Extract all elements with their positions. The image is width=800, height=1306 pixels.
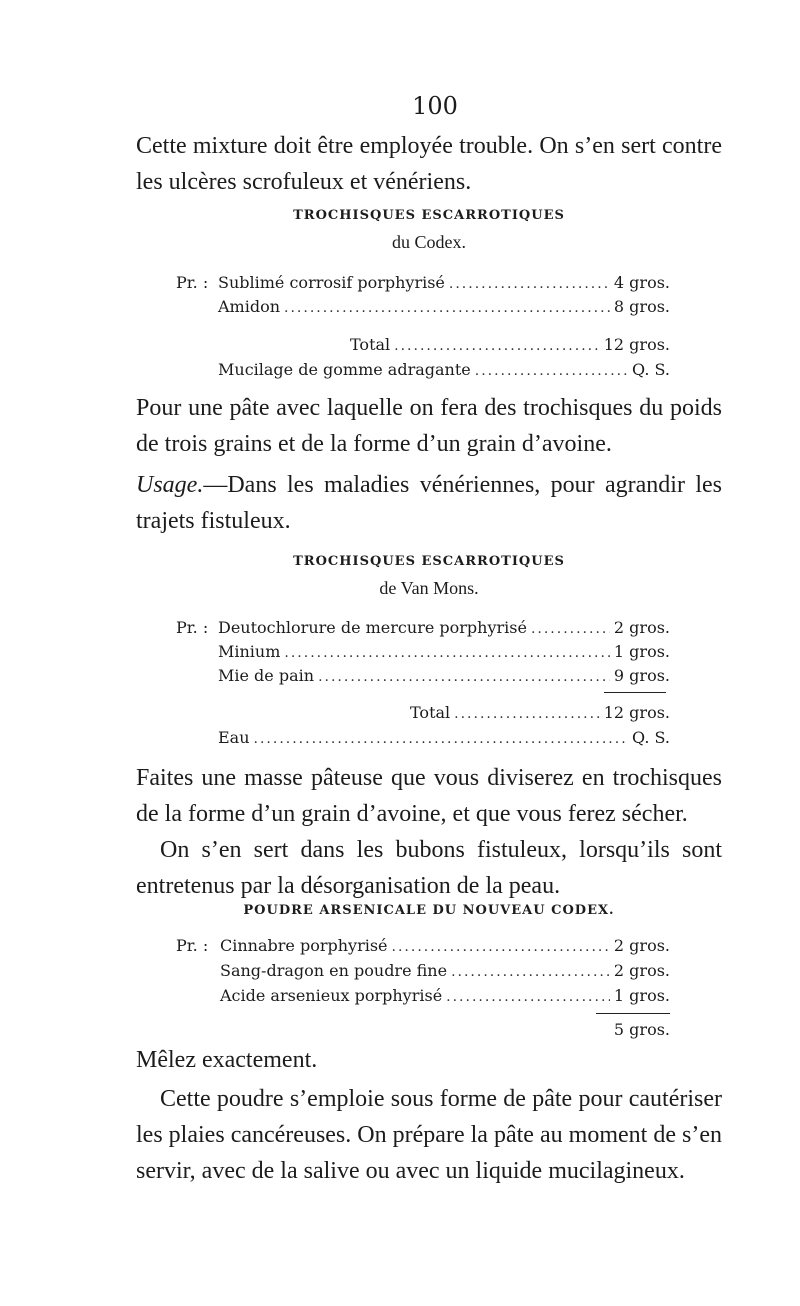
recipe1-title: TROCHISQUES ESCARROTIQUES <box>293 208 565 223</box>
item-qty: 2 gros. <box>613 618 670 637</box>
leader-dots <box>284 645 610 661</box>
total-label: Total <box>350 335 391 354</box>
item-name: Mucilage de gomme adragante <box>218 360 471 379</box>
paragraph-usage <box>136 467 722 539</box>
recipe2-item <box>218 618 670 637</box>
item-qty: 1 gros. <box>613 986 670 1005</box>
item-qty: Q. S. <box>632 728 670 747</box>
paragraph-bubons: On s’en sert dans les bubons fistuleux, lorsqu’ils sont entretenus par la désorganisation de la peau. <box>136 837 722 899</box>
leader-dots <box>454 706 600 722</box>
recipe1-subtitle: du Codex. <box>392 232 466 252</box>
recipe3-pr-label: Pr. : <box>176 936 209 955</box>
paragraph-paste: Pour une pâte avec laquelle on fera des trochisques du poids de trois grains et de la forme d’un grain d’avoine. <box>136 395 722 457</box>
item-name: Sublimé corrosif porphyrisé <box>218 273 445 292</box>
recipe2-subtitle: de Van Mons. <box>379 578 479 598</box>
leader-dots <box>475 363 628 379</box>
recipe3-item <box>220 936 670 955</box>
paragraph-mixture: Cette mixture doit être employée trouble. On s’en sert contre les ulcères scrofuleux et vénériens. <box>136 133 722 195</box>
leader-dots <box>284 300 610 316</box>
total-qty: 12 gros. <box>603 335 670 354</box>
item-qty: 8 gros. <box>613 297 670 316</box>
recipe2-extra <box>218 728 670 747</box>
recipe1-extra <box>218 360 670 379</box>
recipe1-item <box>218 273 670 292</box>
item-qty: 2 gros. <box>613 961 670 980</box>
leader-dots <box>531 621 610 637</box>
item-qty: 9 gros. <box>613 666 670 685</box>
usage-label: Usage. <box>136 472 204 498</box>
item-qty: 4 gros. <box>613 273 670 292</box>
sum-rule <box>604 692 666 693</box>
total-label: Total <box>410 703 451 722</box>
item-qty: 1 gros. <box>613 642 670 661</box>
recipe1-item <box>218 297 670 316</box>
recipe3-total <box>596 1020 670 1039</box>
item-name: Cinnabre porphyrisé <box>220 936 388 955</box>
leader-dots <box>394 338 600 354</box>
recipe3-title: POUDRE ARSENICALE DU NOUVEAU CODEX. <box>243 903 615 918</box>
paragraph-poudre: Cette poudre s’emploie sous forme de pâte pour cautériser les plaies cancéreuses. On prépare la pâte au moment de s’en servir, avec de la salive ou avec un liquide mucilagineux. <box>136 1086 722 1184</box>
usage-text: —Dans les maladies vénériennes, pour agrandir les trajets fistuleux. <box>136 472 722 534</box>
leader-dots <box>446 989 610 1005</box>
leader-dots <box>318 669 610 685</box>
item-qty: 2 gros. <box>613 936 670 955</box>
item-name: Eau <box>218 728 250 747</box>
recipe2-item <box>218 642 670 661</box>
item-name: Mie de pain <box>218 666 315 685</box>
leader-dots <box>392 939 610 955</box>
page-number: 100 <box>412 92 458 120</box>
leader-dots <box>451 964 610 980</box>
recipe1-pr-label: Pr. : <box>176 273 209 292</box>
recipe2-title: TROCHISQUES ESCARROTIQUES <box>293 554 565 569</box>
paragraph-mix: Mêlez exactement. <box>136 1047 318 1073</box>
recipe3-item <box>220 986 670 1005</box>
item-name: Minium <box>218 642 281 661</box>
leader-dots <box>449 276 610 292</box>
paragraph-mass: Faites une masse pâteuse que vous diviserez en trochisques de la forme d’un grain d’avoine, et que vous ferez sécher. <box>136 765 722 827</box>
sum-rule <box>596 1013 670 1014</box>
item-name: Amidon <box>218 297 281 316</box>
item-name: Sang-dragon en poudre fine <box>220 961 448 980</box>
recipe1-total <box>350 335 670 354</box>
item-name: Acide arsenieux porphyrisé <box>220 986 443 1005</box>
recipe2-item <box>218 666 670 685</box>
item-qty: Q. S. <box>632 360 670 379</box>
recipe2-pr-label: Pr. : <box>176 618 209 637</box>
total-qty: 12 gros. <box>603 703 670 722</box>
leader-dots <box>254 731 629 747</box>
total-qty: 5 gros. <box>613 1020 670 1039</box>
recipe3-item <box>220 961 670 980</box>
item-name: Deutochlorure de mercure porphyrisé <box>218 618 527 637</box>
recipe2-total <box>410 703 670 722</box>
